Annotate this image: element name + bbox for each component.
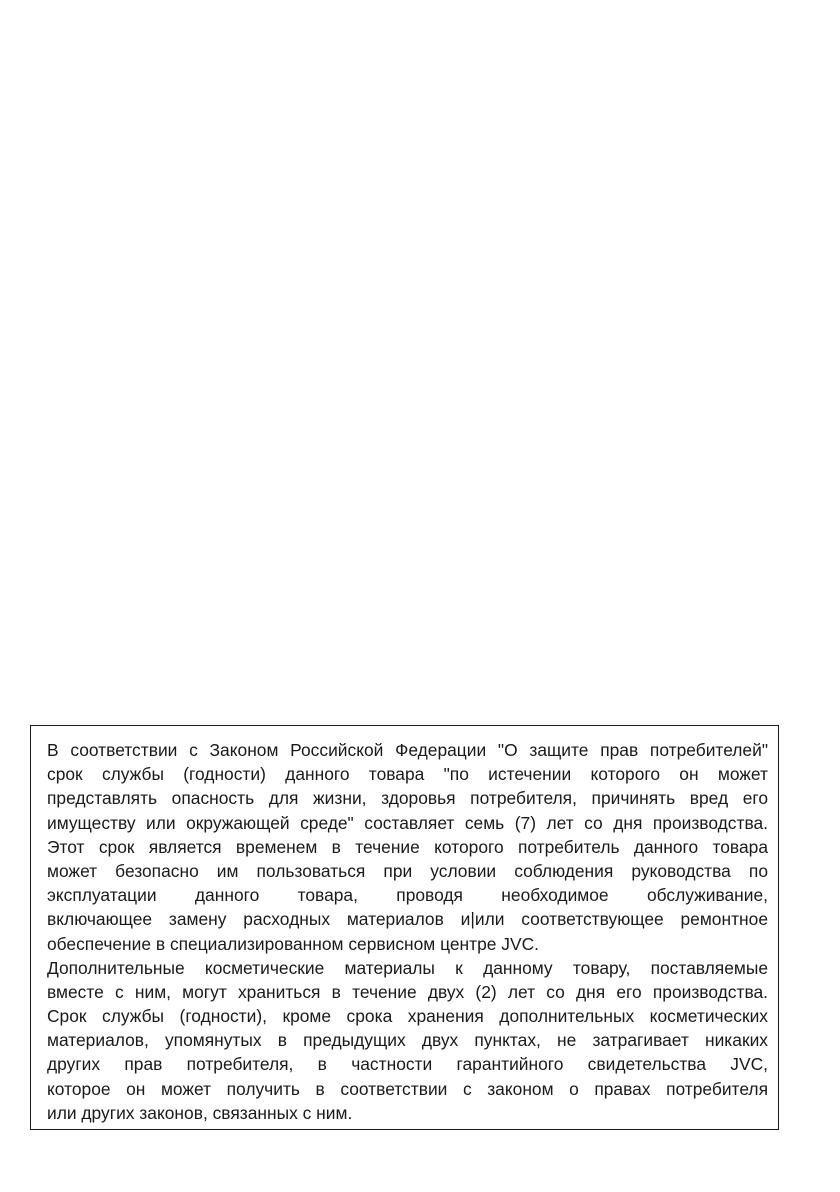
notice-line: вместе с ним, могут храниться в течение двух (2) лет со дня его производства. <box>47 981 768 1002</box>
notice-line: В соответствии с Законом Российской Федерации "О защите прав потребителей" <box>47 740 768 760</box>
notice-line: которое он может получить в соответствии с законом о правах потребителя <box>47 1078 768 1099</box>
notice-line: включающее замену расходных материалов и|или соответствующее ремонтное <box>47 909 768 930</box>
notice-line: представлять опасность для жизни, здоровья потребителя, причинять вред его <box>47 788 768 809</box>
notice-line: обеспечение в специализированном сервисном центре JVC. <box>47 933 539 954</box>
notice-line: может безопасно им пользоваться при условии соблюдения руководства по <box>47 860 768 881</box>
notice-line: других прав потребителя, в частности гарантийного свидетельства JVC, <box>47 1054 768 1075</box>
notice-line: Дополнительные косметические материалы к данному товару, поставляемые <box>47 957 768 978</box>
notice-line: или других законов, связанных с ним. <box>47 1102 353 1123</box>
notice-line: имуществу или окружающей среде" составляет семь (7) лет со дня производства. <box>47 812 768 833</box>
notice-line: эксплуатации данного товара, проводя необходимое обслуживание, <box>47 885 768 906</box>
notice-line: Этот срок является временем в течение которого потребитель данного товара <box>47 836 768 857</box>
notice-line: материалов, упомянутых в предыдущих двух пунктах, не затрагивает никаких <box>47 1030 768 1051</box>
notice-line: Срок службы (годности), кроме срока хранения дополнительных косметических <box>47 1006 768 1027</box>
notice-line: срок службы (годности) данного товара "по истечении которого он может <box>47 764 768 785</box>
service-life-notice <box>30 725 779 1130</box>
